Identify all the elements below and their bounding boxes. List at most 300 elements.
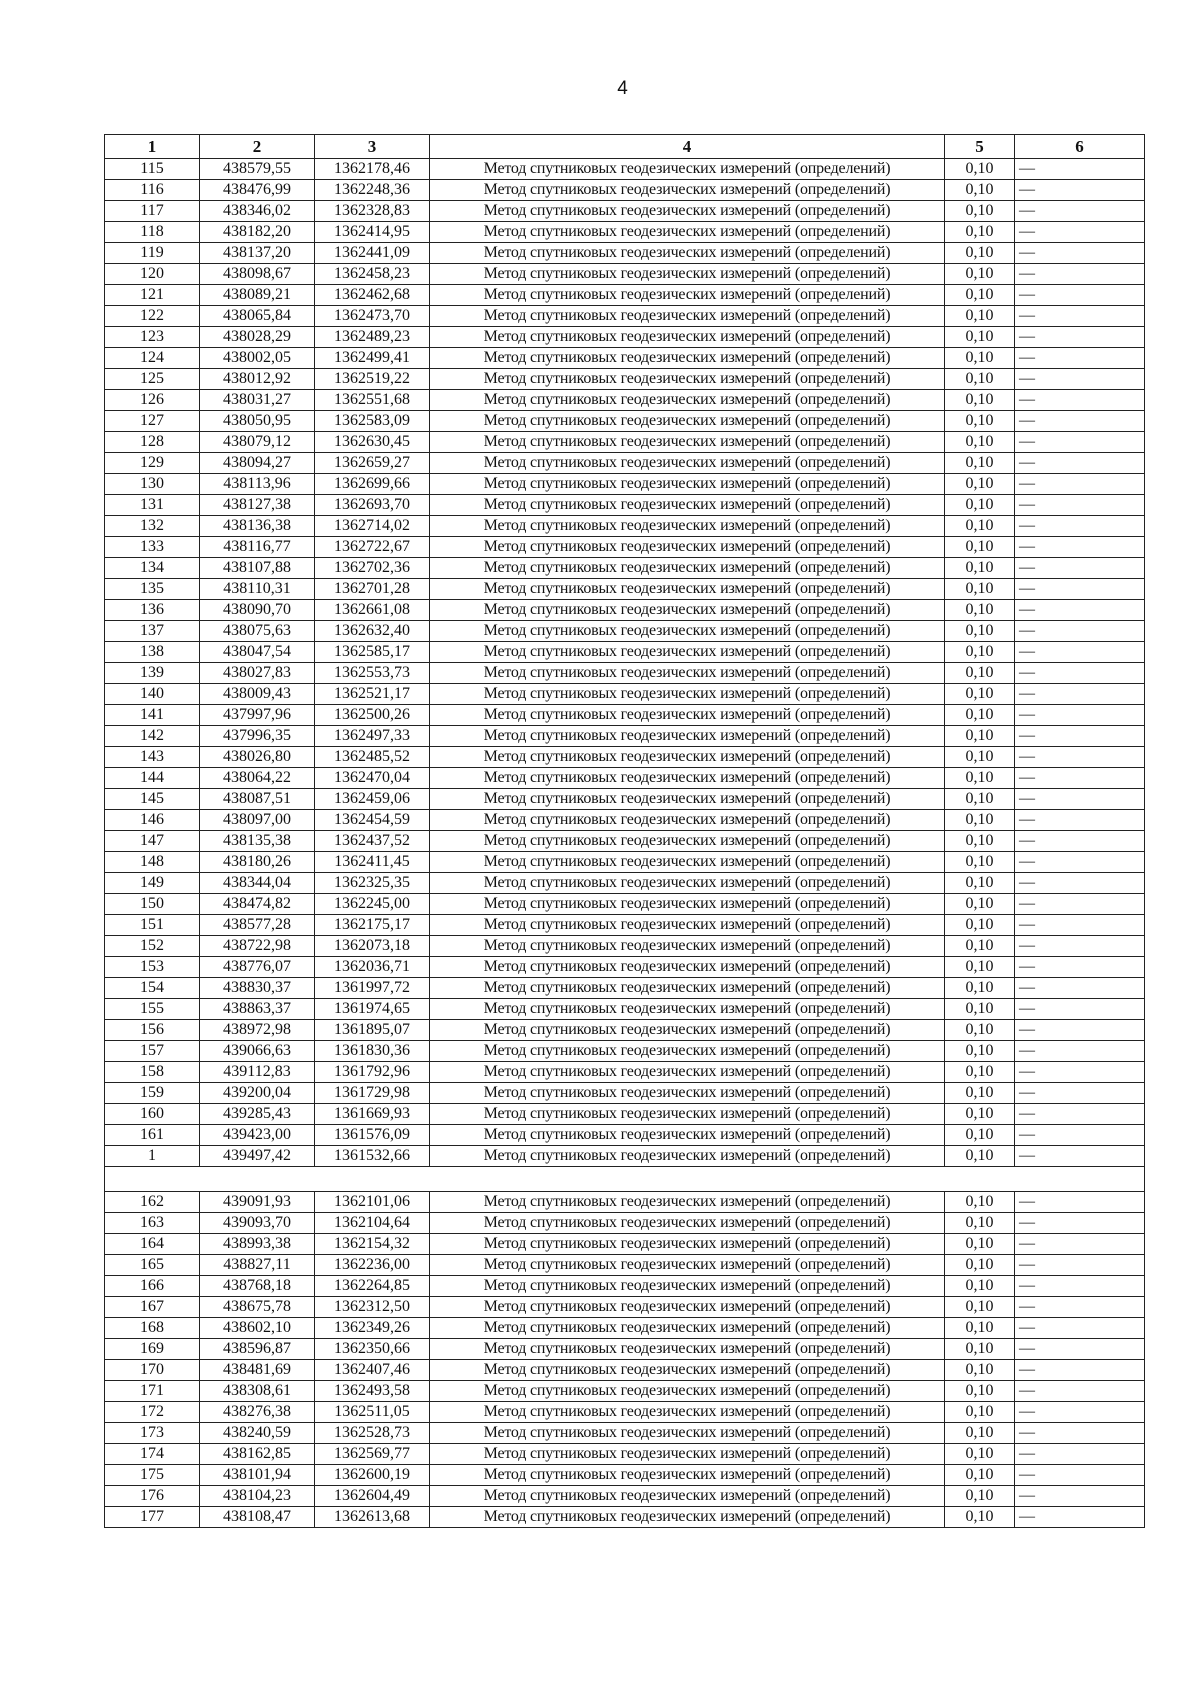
accuracy-cell: 0,10	[945, 1125, 1015, 1146]
description-cell: —	[1015, 1381, 1145, 1402]
y-coordinate-cell: 1362411,45	[315, 852, 430, 873]
description-cell: —	[1015, 201, 1145, 222]
method-cell: Метод спутниковых геодезических измерений (определений)	[430, 831, 945, 852]
accuracy-cell: 0,10	[945, 873, 1015, 894]
method-cell: Метод спутниковых геодезических измерений (определений)	[430, 747, 945, 768]
table-row	[105, 957, 1145, 978]
description-cell: —	[1015, 264, 1145, 285]
spacer-row	[105, 1167, 1145, 1192]
method-cell: Метод спутниковых геодезических измерений (определений)	[430, 1402, 945, 1423]
table-row	[105, 936, 1145, 957]
x-coordinate-cell: 438180,26	[200, 852, 315, 873]
y-coordinate-cell: 1362036,71	[315, 957, 430, 978]
description-cell: —	[1015, 642, 1145, 663]
point-number-cell: 123	[105, 327, 200, 348]
description-cell: —	[1015, 663, 1145, 684]
method-cell: Метод спутниковых геодезических измерений (определений)	[430, 579, 945, 600]
method-cell: Метод спутниковых геодезических измерений (определений)	[430, 495, 945, 516]
method-cell: Метод спутниковых геодезических измерений (определений)	[430, 453, 945, 474]
y-coordinate-cell: 1362630,45	[315, 432, 430, 453]
point-number-cell: 134	[105, 558, 200, 579]
y-coordinate-cell: 1362414,95	[315, 222, 430, 243]
accuracy-cell: 0,10	[945, 810, 1015, 831]
table-row	[105, 285, 1145, 306]
method-cell: Метод спутниковых геодезических измерений (определений)	[430, 1041, 945, 1062]
table-row	[105, 159, 1145, 180]
header-row	[105, 135, 1145, 159]
accuracy-cell: 0,10	[945, 1213, 1015, 1234]
point-number-cell: 143	[105, 747, 200, 768]
col-header-6: 6	[1015, 135, 1145, 159]
y-coordinate-cell: 1362659,27	[315, 453, 430, 474]
y-coordinate-cell: 1362073,18	[315, 936, 430, 957]
method-cell: Метод спутниковых геодезических измерений (определений)	[430, 1465, 945, 1486]
point-number-cell: 118	[105, 222, 200, 243]
point-number-cell: 128	[105, 432, 200, 453]
point-number-cell: 150	[105, 894, 200, 915]
method-cell: Метод спутниковых геодезических измерений (определений)	[430, 810, 945, 831]
x-coordinate-cell: 438026,80	[200, 747, 315, 768]
x-coordinate-cell: 438047,54	[200, 642, 315, 663]
y-coordinate-cell: 1361669,93	[315, 1104, 430, 1125]
y-coordinate-cell: 1362661,08	[315, 600, 430, 621]
accuracy-cell: 0,10	[945, 978, 1015, 999]
description-cell: —	[1015, 978, 1145, 999]
point-number-cell: 136	[105, 600, 200, 621]
point-number-cell: 144	[105, 768, 200, 789]
description-cell: —	[1015, 894, 1145, 915]
description-cell: —	[1015, 411, 1145, 432]
x-coordinate-cell: 438009,43	[200, 684, 315, 705]
y-coordinate-cell: 1362693,70	[315, 495, 430, 516]
table-row	[105, 1297, 1145, 1318]
point-number-cell: 161	[105, 1125, 200, 1146]
point-number-cell: 131	[105, 495, 200, 516]
x-coordinate-cell: 438344,04	[200, 873, 315, 894]
method-cell: Метод спутниковых геодезических измерений (определений)	[430, 873, 945, 894]
accuracy-cell: 0,10	[945, 621, 1015, 642]
x-coordinate-cell: 438768,18	[200, 1276, 315, 1297]
table-row	[105, 537, 1145, 558]
y-coordinate-cell: 1361997,72	[315, 978, 430, 999]
point-number-cell: 145	[105, 789, 200, 810]
table-row	[105, 1255, 1145, 1276]
table-row	[105, 1444, 1145, 1465]
accuracy-cell: 0,10	[945, 432, 1015, 453]
accuracy-cell: 0,10	[945, 1444, 1015, 1465]
point-number-cell: 117	[105, 201, 200, 222]
method-cell: Метод спутниковых геодезических измерений (определений)	[430, 159, 945, 180]
y-coordinate-cell: 1361830,36	[315, 1041, 430, 1062]
accuracy-cell: 0,10	[945, 1465, 1015, 1486]
description-cell: —	[1015, 600, 1145, 621]
accuracy-cell: 0,10	[945, 957, 1015, 978]
y-coordinate-cell: 1362441,09	[315, 243, 430, 264]
table-row	[105, 180, 1145, 201]
description-cell: —	[1015, 1234, 1145, 1255]
x-coordinate-cell: 438579,55	[200, 159, 315, 180]
method-cell: Метод спутниковых геодезических измерений (определений)	[430, 1020, 945, 1041]
description-cell: —	[1015, 873, 1145, 894]
y-coordinate-cell: 1362604,49	[315, 1486, 430, 1507]
accuracy-cell: 0,10	[945, 1486, 1015, 1507]
x-coordinate-cell: 438276,38	[200, 1402, 315, 1423]
accuracy-cell: 0,10	[945, 705, 1015, 726]
x-coordinate-cell: 438101,94	[200, 1465, 315, 1486]
method-cell: Метод спутниковых геодезических измерений (определений)	[430, 705, 945, 726]
x-coordinate-cell: 439200,04	[200, 1083, 315, 1104]
table-row	[105, 726, 1145, 747]
coordinates-table	[104, 134, 1145, 1528]
point-number-cell: 133	[105, 537, 200, 558]
table-row	[105, 1083, 1145, 1104]
method-cell: Метод спутниковых геодезических измерений (определений)	[430, 663, 945, 684]
method-cell: Метод спутниковых геодезических измерений (определений)	[430, 1234, 945, 1255]
point-number-cell: 177	[105, 1507, 200, 1528]
description-cell: —	[1015, 747, 1145, 768]
y-coordinate-cell: 1362489,23	[315, 327, 430, 348]
method-cell: Метод спутниковых геодезических измерений (определений)	[430, 348, 945, 369]
accuracy-cell: 0,10	[945, 285, 1015, 306]
point-number-cell: 148	[105, 852, 200, 873]
point-number-cell: 127	[105, 411, 200, 432]
method-cell: Метод спутниковых геодезических измерений (определений)	[430, 1276, 945, 1297]
description-cell: —	[1015, 390, 1145, 411]
point-number-cell: 157	[105, 1041, 200, 1062]
accuracy-cell: 0,10	[945, 495, 1015, 516]
method-cell: Метод спутниковых геодезических измерений (определений)	[430, 1146, 945, 1167]
accuracy-cell: 0,10	[945, 474, 1015, 495]
table-row	[105, 495, 1145, 516]
method-cell: Метод спутниковых геодезических измерений (определений)	[430, 264, 945, 285]
point-number-cell: 116	[105, 180, 200, 201]
y-coordinate-cell: 1362437,52	[315, 831, 430, 852]
method-cell: Метод спутниковых геодезических измерений (определений)	[430, 390, 945, 411]
point-number-cell: 122	[105, 306, 200, 327]
table-row	[105, 1360, 1145, 1381]
accuracy-cell: 0,10	[945, 159, 1015, 180]
description-cell: —	[1015, 621, 1145, 642]
point-number-cell: 130	[105, 474, 200, 495]
table-row	[105, 222, 1145, 243]
accuracy-cell: 0,10	[945, 1255, 1015, 1276]
col-header-3: 3	[315, 135, 430, 159]
accuracy-cell: 0,10	[945, 1381, 1015, 1402]
table-row	[105, 1234, 1145, 1255]
table-row	[105, 768, 1145, 789]
description-cell: —	[1015, 579, 1145, 600]
y-coordinate-cell: 1362600,19	[315, 1465, 430, 1486]
y-coordinate-cell: 1362154,32	[315, 1234, 430, 1255]
table-row	[105, 558, 1145, 579]
x-coordinate-cell: 438027,83	[200, 663, 315, 684]
description-cell: —	[1015, 348, 1145, 369]
accuracy-cell: 0,10	[945, 789, 1015, 810]
point-number-cell: 162	[105, 1192, 200, 1213]
x-coordinate-cell: 438031,27	[200, 390, 315, 411]
col-header-2: 2	[200, 135, 315, 159]
accuracy-cell: 0,10	[945, 915, 1015, 936]
method-cell: Метод спутниковых геодезических измерений (определений)	[430, 432, 945, 453]
accuracy-cell: 0,10	[945, 1507, 1015, 1528]
x-coordinate-cell: 438182,20	[200, 222, 315, 243]
accuracy-cell: 0,10	[945, 411, 1015, 432]
table-row	[105, 747, 1145, 768]
description-cell: —	[1015, 1146, 1145, 1167]
method-cell: Метод спутниковых геодезических измерений (определений)	[430, 621, 945, 642]
x-coordinate-cell: 438012,92	[200, 369, 315, 390]
description-cell: —	[1015, 1318, 1145, 1339]
method-cell: Метод спутниковых геодезических измерений (определений)	[430, 978, 945, 999]
method-cell: Метод спутниковых геодезических измерений (определений)	[430, 999, 945, 1020]
accuracy-cell: 0,10	[945, 1360, 1015, 1381]
description-cell: —	[1015, 1083, 1145, 1104]
x-coordinate-cell: 438863,37	[200, 999, 315, 1020]
table-row	[105, 516, 1145, 537]
table-row	[105, 369, 1145, 390]
table-row	[105, 453, 1145, 474]
description-cell: —	[1015, 1507, 1145, 1528]
description-cell: —	[1015, 726, 1145, 747]
method-cell: Метод спутниковых геодезических измерений (определений)	[430, 1125, 945, 1146]
y-coordinate-cell: 1362528,73	[315, 1423, 430, 1444]
description-cell: —	[1015, 831, 1145, 852]
x-coordinate-cell: 439091,93	[200, 1192, 315, 1213]
accuracy-cell: 0,10	[945, 1146, 1015, 1167]
table-row	[105, 1146, 1145, 1167]
x-coordinate-cell: 438107,88	[200, 558, 315, 579]
point-number-cell: 171	[105, 1381, 200, 1402]
y-coordinate-cell: 1362350,66	[315, 1339, 430, 1360]
table-row	[105, 411, 1145, 432]
y-coordinate-cell: 1362458,23	[315, 264, 430, 285]
accuracy-cell: 0,10	[945, 1423, 1015, 1444]
point-number-cell: 163	[105, 1213, 200, 1234]
y-coordinate-cell: 1361532,66	[315, 1146, 430, 1167]
table-row	[105, 915, 1145, 936]
point-number-cell: 153	[105, 957, 200, 978]
y-coordinate-cell: 1362178,46	[315, 159, 430, 180]
table-row	[105, 474, 1145, 495]
table-row	[105, 1041, 1145, 1062]
x-coordinate-cell: 438675,78	[200, 1297, 315, 1318]
x-coordinate-cell: 437996,35	[200, 726, 315, 747]
description-cell: —	[1015, 1444, 1145, 1465]
table-row	[105, 327, 1145, 348]
y-coordinate-cell: 1362328,83	[315, 201, 430, 222]
x-coordinate-cell: 438104,23	[200, 1486, 315, 1507]
table-row	[105, 1125, 1145, 1146]
y-coordinate-cell: 1362613,68	[315, 1507, 430, 1528]
point-number-cell: 142	[105, 726, 200, 747]
point-number-cell: 164	[105, 1234, 200, 1255]
accuracy-cell: 0,10	[945, 1297, 1015, 1318]
description-cell: —	[1015, 1041, 1145, 1062]
table-row	[105, 1507, 1145, 1528]
accuracy-cell: 0,10	[945, 1276, 1015, 1297]
table-row	[105, 831, 1145, 852]
accuracy-cell: 0,10	[945, 894, 1015, 915]
x-coordinate-cell: 439112,83	[200, 1062, 315, 1083]
y-coordinate-cell: 1362521,17	[315, 684, 430, 705]
y-coordinate-cell: 1362454,59	[315, 810, 430, 831]
method-cell: Метод спутниковых геодезических измерений (определений)	[430, 684, 945, 705]
x-coordinate-cell: 438116,77	[200, 537, 315, 558]
x-coordinate-cell: 439423,00	[200, 1125, 315, 1146]
accuracy-cell: 0,10	[945, 201, 1015, 222]
accuracy-cell: 0,10	[945, 999, 1015, 1020]
accuracy-cell: 0,10	[945, 180, 1015, 201]
table-row	[105, 642, 1145, 663]
accuracy-cell: 0,10	[945, 1020, 1015, 1041]
table-row	[105, 1381, 1145, 1402]
description-cell: —	[1015, 1360, 1145, 1381]
method-cell: Метод спутниковых геодезических измерений (определений)	[430, 600, 945, 621]
point-number-cell: 121	[105, 285, 200, 306]
x-coordinate-cell: 438079,12	[200, 432, 315, 453]
y-coordinate-cell: 1362485,52	[315, 747, 430, 768]
point-number-cell: 152	[105, 936, 200, 957]
description-cell: —	[1015, 516, 1145, 537]
x-coordinate-cell: 438827,11	[200, 1255, 315, 1276]
table-row	[105, 579, 1145, 600]
accuracy-cell: 0,10	[945, 1192, 1015, 1213]
description-cell: —	[1015, 159, 1145, 180]
x-coordinate-cell: 438481,69	[200, 1360, 315, 1381]
y-coordinate-cell: 1361974,65	[315, 999, 430, 1020]
table-row	[105, 789, 1145, 810]
description-cell: —	[1015, 684, 1145, 705]
method-cell: Метод спутниковых геодезических измерений (определений)	[430, 516, 945, 537]
point-number-cell: 146	[105, 810, 200, 831]
y-coordinate-cell: 1362407,46	[315, 1360, 430, 1381]
table-row	[105, 600, 1145, 621]
x-coordinate-cell: 438602,10	[200, 1318, 315, 1339]
method-cell: Метод спутниковых геодезических измерений (определений)	[430, 1062, 945, 1083]
description-cell: —	[1015, 537, 1145, 558]
point-number-cell: 168	[105, 1318, 200, 1339]
x-coordinate-cell: 438110,31	[200, 579, 315, 600]
x-coordinate-cell: 438113,96	[200, 474, 315, 495]
method-cell: Метод спутниковых геодезических измерений (определений)	[430, 327, 945, 348]
method-cell: Метод спутниковых геодезических измерений (определений)	[430, 1318, 945, 1339]
point-number-cell: 169	[105, 1339, 200, 1360]
table-row	[105, 705, 1145, 726]
x-coordinate-cell: 438776,07	[200, 957, 315, 978]
description-cell: —	[1015, 1125, 1145, 1146]
point-number-cell: 156	[105, 1020, 200, 1041]
method-cell: Метод спутниковых геодезических измерений (определений)	[430, 936, 945, 957]
description-cell: —	[1015, 1339, 1145, 1360]
description-cell: —	[1015, 768, 1145, 789]
x-coordinate-cell: 438577,28	[200, 915, 315, 936]
method-cell: Метод спутниковых геодезических измерений (определений)	[430, 642, 945, 663]
accuracy-cell: 0,10	[945, 1041, 1015, 1062]
method-cell: Метод спутниковых геодезических измерений (определений)	[430, 369, 945, 390]
description-cell: —	[1015, 558, 1145, 579]
point-number-cell: 139	[105, 663, 200, 684]
method-cell: Метод спутниковых геодезических измерений (определений)	[430, 1339, 945, 1360]
point-number-cell: 170	[105, 1360, 200, 1381]
accuracy-cell: 0,10	[945, 1318, 1015, 1339]
point-number-cell: 138	[105, 642, 200, 663]
y-coordinate-cell: 1362511,05	[315, 1402, 430, 1423]
table-row	[105, 1213, 1145, 1234]
method-cell: Метод спутниковых геодезических измерений (определений)	[430, 894, 945, 915]
point-number-cell: 119	[105, 243, 200, 264]
y-coordinate-cell: 1362500,26	[315, 705, 430, 726]
table-row	[105, 1062, 1145, 1083]
y-coordinate-cell: 1362569,77	[315, 1444, 430, 1465]
point-number-cell: 115	[105, 159, 200, 180]
method-cell: Метод спутниковых геодезических измерений (определений)	[430, 852, 945, 873]
table-section-b	[105, 1192, 1145, 1528]
description-cell: —	[1015, 1255, 1145, 1276]
y-coordinate-cell: 1362470,04	[315, 768, 430, 789]
point-number-cell: 132	[105, 516, 200, 537]
method-cell: Метод спутниковых геодезических измерений (определений)	[430, 1297, 945, 1318]
point-number-cell: 174	[105, 1444, 200, 1465]
accuracy-cell: 0,10	[945, 369, 1015, 390]
accuracy-cell: 0,10	[945, 453, 1015, 474]
x-coordinate-cell: 438972,98	[200, 1020, 315, 1041]
accuracy-cell: 0,10	[945, 1104, 1015, 1125]
table-row	[105, 1276, 1145, 1297]
x-coordinate-cell: 438097,00	[200, 810, 315, 831]
point-number-cell: 175	[105, 1465, 200, 1486]
x-coordinate-cell: 439066,63	[200, 1041, 315, 1062]
accuracy-cell: 0,10	[945, 1339, 1015, 1360]
x-coordinate-cell: 438108,47	[200, 1507, 315, 1528]
description-cell: —	[1015, 999, 1145, 1020]
point-number-cell: 167	[105, 1297, 200, 1318]
point-number-cell: 155	[105, 999, 200, 1020]
method-cell: Метод спутниковых геодезических измерений (определений)	[430, 915, 945, 936]
y-coordinate-cell: 1362499,41	[315, 348, 430, 369]
col-header-4: 4	[430, 135, 945, 159]
x-coordinate-cell: 438090,70	[200, 600, 315, 621]
point-number-cell: 154	[105, 978, 200, 999]
y-coordinate-cell: 1361576,09	[315, 1125, 430, 1146]
method-cell: Метод спутниковых геодезических измерений (определений)	[430, 1213, 945, 1234]
y-coordinate-cell: 1361792,96	[315, 1062, 430, 1083]
x-coordinate-cell: 438094,27	[200, 453, 315, 474]
y-coordinate-cell: 1362459,06	[315, 789, 430, 810]
description-cell: —	[1015, 495, 1145, 516]
y-coordinate-cell: 1362585,17	[315, 642, 430, 663]
x-coordinate-cell: 438308,61	[200, 1381, 315, 1402]
x-coordinate-cell: 438722,98	[200, 936, 315, 957]
description-cell: —	[1015, 1276, 1145, 1297]
y-coordinate-cell: 1362497,33	[315, 726, 430, 747]
table-row	[105, 663, 1145, 684]
description-cell: —	[1015, 852, 1145, 873]
accuracy-cell: 0,10	[945, 390, 1015, 411]
y-coordinate-cell: 1362714,02	[315, 516, 430, 537]
accuracy-cell: 0,10	[945, 327, 1015, 348]
y-coordinate-cell: 1362248,36	[315, 180, 430, 201]
y-coordinate-cell: 1362519,22	[315, 369, 430, 390]
point-number-cell: 173	[105, 1423, 200, 1444]
point-number-cell: 141	[105, 705, 200, 726]
accuracy-cell: 0,10	[945, 642, 1015, 663]
table-row	[105, 306, 1145, 327]
y-coordinate-cell: 1362325,35	[315, 873, 430, 894]
method-cell: Метод спутниковых геодезических измерений (определений)	[430, 222, 945, 243]
x-coordinate-cell: 438089,21	[200, 285, 315, 306]
method-cell: Метод спутниковых геодезических измерений (определений)	[430, 1360, 945, 1381]
description-cell: —	[1015, 957, 1145, 978]
